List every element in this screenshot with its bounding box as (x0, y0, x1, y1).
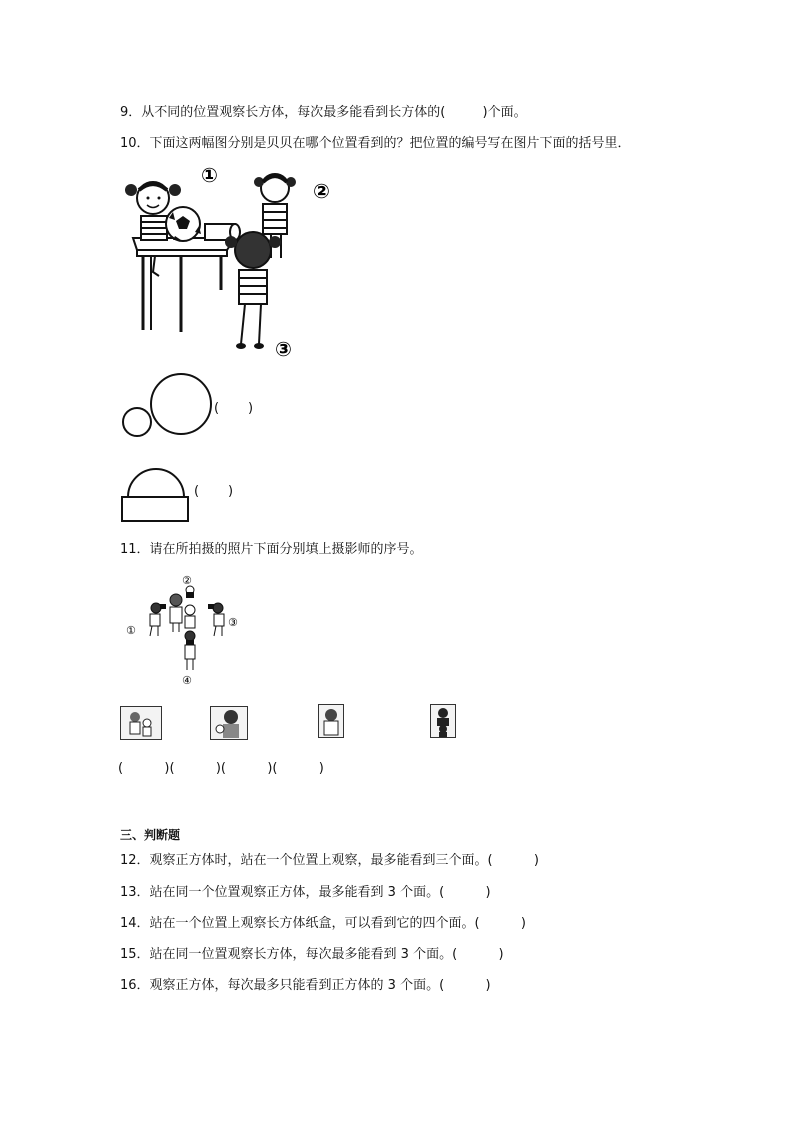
question-11: 11．请在所拍摄的照片下面分别填上摄影师的序号。 (120, 542, 423, 557)
question-15: 15．站在同一位置观察长方体，每次最多能看到 3 个面。( ) (120, 947, 504, 962)
photo-thumbnail-1 (120, 706, 162, 740)
observation-scene-illustration (115, 160, 335, 360)
question-14: 14．站在一个位置上观察长方体纸盒，可以看到它的四个面。( ) (120, 916, 527, 931)
photo-thumbnail-3 (318, 704, 344, 738)
photographer-label-4: ④ (182, 674, 192, 687)
photographer-label-2: ② (182, 574, 192, 587)
answer-blank-view-2[interactable]: ( ) (194, 484, 234, 499)
question-13: 13．站在同一个位置观察正方体，最多能看到 3 个面。( ) (120, 885, 491, 900)
question-9: 9．从不同的位置观察长方体，每次最多能看到长方体的( )个面。 (120, 105, 527, 120)
position-marker-3: ③ (275, 337, 292, 360)
position-marker-2: ② (313, 179, 330, 203)
photographer-label-1: ① (126, 624, 136, 637)
photographers-scene-illustration (124, 570, 244, 688)
photographer-label-3: ③ (228, 616, 238, 629)
photo-thumbnail-4 (430, 704, 456, 738)
photo-answer-blanks[interactable]: ( )( )( )( ) (118, 761, 324, 776)
question-10: 10．下面这两幅图分别是贝贝在哪个位置看到的？把位置的编号写在图片下面的括号里． (120, 136, 631, 151)
view-dome-on-box-figure (120, 455, 192, 525)
photo-thumbnail-2 (210, 706, 248, 740)
view-two-circles-figure (118, 372, 218, 442)
question-16: 16．观察正方体，每次最多只能看到正方体的 3 个面。( ) (120, 978, 491, 993)
answer-blank-view-1[interactable]: ( ) (214, 401, 254, 416)
section-title-judgement: 三、判断题 (120, 828, 181, 842)
question-12: 12．观察正方体时，站在一个位置上观察，最多能看到三个面。( ) (120, 853, 540, 868)
position-marker-1: ① (201, 163, 218, 187)
